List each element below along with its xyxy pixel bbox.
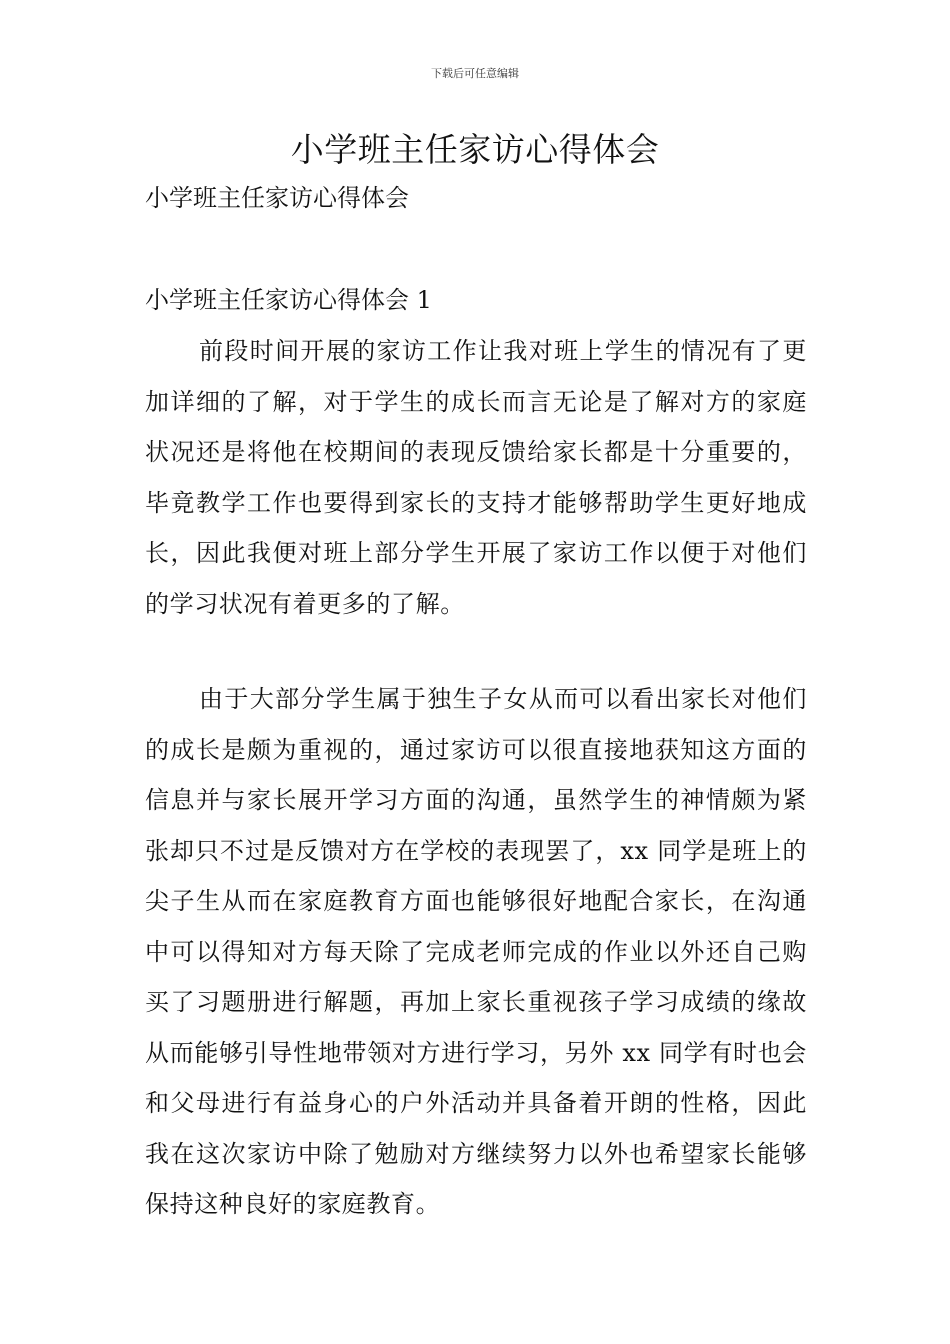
body-paragraph-2: 由于大部分学生属于独生子女从而可以看出家长对他们的成长是颇为重视的，通过家访可以很直接地获知这方面的信息并与家长展开学习方面的沟通，虽然学生的神情颇为紧张却只不过是反馈对方在学校的表现罢了，xx 同学是班上的尖子生从而在家庭教育方面也能够很好地配合家长，在沟通中可以得知对方每天除了完成老师完成的作业以外还自己购买了习题册进行解题，再加上家长重视孩子学习成绩的缘故从而能够引导性地带领对方进行学习，另外 xx 同学有时也会和父母进行有益身心的户外活动并具备着开朗的性格，因此我在这次家访中除了勉励对方继续努力以外也希望家长能够保持这种良好的家庭教育。	[145, 685, 807, 1218]
document-subtitle: 小学班主任家访心得体会	[145, 184, 409, 212]
section-heading: 小学班主任家访心得体会 1	[145, 286, 432, 314]
header-note: 下载后可任意编辑	[431, 67, 519, 80]
document-title: 小学班主任家访心得体会	[290, 130, 660, 169]
body-paragraph-1: 前段时间开展的家访工作让我对班上学生的情况有了更加详细的了解，对于学生的成长而言无论是了解对方的家庭状况还是将他在校期间的表现反馈给家长都是十分重要的，毕竟教学工作也要得到家长的支持才能够帮助学生更好地成长，因此我便对班上部分学生开展了家访工作以便于对他们的学习状况有着更多的了解。	[145, 337, 807, 618]
